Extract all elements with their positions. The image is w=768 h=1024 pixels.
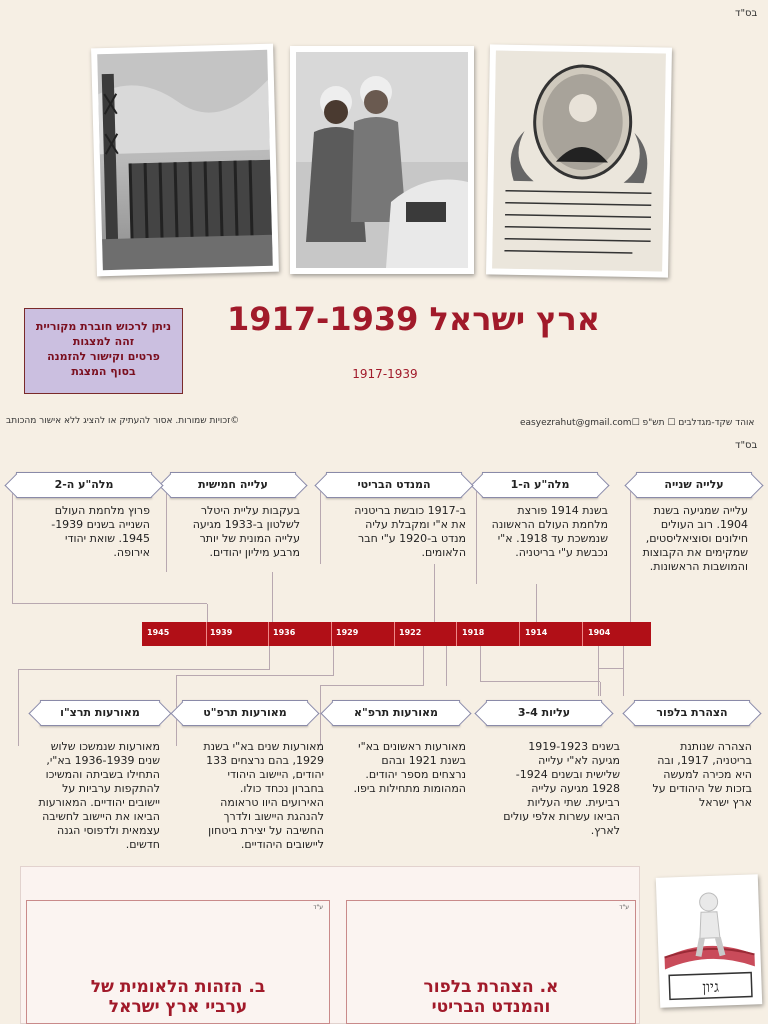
card-arab-national-identity[interactable]	[26, 900, 330, 1024]
timeline-tick	[394, 622, 395, 646]
figure-on-book-icon	[656, 874, 762, 1007]
timeline-year: 1939	[210, 628, 233, 637]
event-label-ww1: מלה"ע ה-1	[482, 472, 598, 498]
connector	[600, 682, 601, 696]
timeline-tick	[456, 622, 457, 646]
bsd-top: בס"ד	[735, 8, 758, 19]
event-label-fifth-aliyah: עלייה חמישית	[170, 472, 296, 498]
timeline-year: 1945	[147, 628, 170, 637]
timeline-tick	[268, 622, 269, 646]
copyright-line: ©זכויות שמורות. אסור להעתיק או להציג ללא אישור מהכותב	[6, 416, 240, 426]
page-title: ארץ ישראל 1917-1939	[226, 300, 600, 338]
card-title: א. הצהרת בלפור והמנדט הבריטי	[423, 977, 559, 1017]
event-label-aliyot-3-4: עליות 3-4	[486, 700, 602, 726]
card-balfour-mandate[interactable]	[346, 900, 636, 1024]
bsd-mid: בס"ד	[735, 440, 758, 451]
event-desc-riots-1936: מאורעות שנמשכו שלוש שנים 1936-1939 בא"י, התחילו בשביתה והמשיכו להתקפות ערביות על יישובים יהודיים. המאורעות הביאו את היישוב לחשיבה עצמאית ולדפוסי הגנה חדשים.	[38, 740, 160, 851]
event-desc-ww2: פרוץ מלחמת העולם השנייה בשנים 1939- 1945. שואת יהודי אירופה.	[51, 504, 150, 559]
event-label-riots-1921: מאורעות תרפ"א	[332, 700, 460, 726]
info-line: זהה למצגות	[72, 335, 135, 348]
info-line: ניתן לרכוש חוברת מקוריית	[35, 320, 172, 333]
event-label-riots-1929: מאורעות תרפ"ט	[182, 700, 308, 726]
booklet-thumbnail[interactable]	[656, 874, 762, 1007]
connector	[272, 572, 273, 622]
connector	[207, 604, 208, 622]
connector	[18, 646, 270, 670]
connector	[598, 668, 624, 696]
booklet-info-box	[24, 308, 183, 394]
timeline-tick	[519, 622, 520, 646]
photo-watchtower	[91, 44, 279, 277]
info-line: פרטים וקישור להזמנה	[47, 350, 160, 363]
timeline-year: 1922	[399, 628, 422, 637]
connector	[320, 646, 424, 686]
event-desc-second-aliyah: עלייה שמגיעה בשנת 1904. רוב העולים חילונים וסוציאליסטים, שמקימים את הקבוצות והמושבות הראשונות.	[642, 504, 748, 573]
event-desc-british-mandate: ב-1917 כובשת בריטניה את א"י ומקבלת עליה מנדט ב-1920 ע"י חבר הלאומים.	[354, 504, 466, 559]
timeline-tick	[331, 622, 332, 646]
subtitle-years: 1917-1939	[352, 367, 418, 381]
event-label-riots-1936: מאורעות תרצ"ו	[40, 700, 160, 726]
connector	[446, 646, 447, 686]
event-desc-riots-1921: מאורעות ראשונים בא"י בשנת 1921 ובהם נרצחים מספר יהודים. המהומות מתחילות ביפו.	[353, 740, 466, 795]
event-desc-riots-1929: מאורעות שנים בא"י בשנת 1929, בהם נרצחים 133 יהודים, היישוב היהודי בחברון נכחד כולו. האירועים היוו טראומה להנהגת היישוב ולדרך החשיבה על יצירת ביטחון ליישובים היהודיים.	[203, 740, 324, 851]
event-desc-fifth-aliyah: בעקבות עליית היטלר לשלטון ב-1933 מגיעה עלייה המונית של יותר מרבע מיליון יהודים.	[192, 504, 300, 559]
timeline-tick	[582, 622, 583, 646]
connector	[536, 584, 537, 622]
timeline-tick	[206, 622, 207, 646]
event-label-ww2: מלה"ע ה-2	[16, 472, 152, 498]
event-label-balfour: הצהרת בלפור	[634, 700, 750, 726]
event-label-second-aliyah: עלייה שנייה	[636, 472, 752, 498]
connector	[18, 670, 19, 746]
card-title: ב. הזהות הלאומית של ערביי ארץ ישראל	[90, 977, 266, 1017]
event-desc-ww1: בשנת 1914 פורצת מלחמת העולם הראשונה שנמשכת עד 1918. א"י נכבשת ע"י בריטניה.	[491, 504, 608, 559]
timeline-year: 1918	[462, 628, 485, 637]
event-desc-balfour: הצהרה שנותנת בריטניה, 1917, ובה היא מכירה למעשה בזכות של היהודים על ארץ ישראל	[652, 740, 752, 809]
timeline-year: 1929	[336, 628, 359, 637]
timeline-year: 1936	[273, 628, 296, 637]
event-label-british-mandate: המנדט הבריטי	[326, 472, 462, 498]
timeline-year: 1904	[588, 628, 611, 637]
photo-wounded-boys	[290, 46, 474, 274]
info-line: בסוף המצגת	[71, 365, 136, 378]
author-line: אוהד שקד-מגדלבים ☐ תש"פ ☐easyezrahut@gmail.com	[520, 418, 755, 428]
timeline-bar	[142, 622, 651, 646]
connector	[480, 646, 600, 682]
thumbnail-label: גיון	[702, 977, 720, 997]
card-mark: ע"ד	[619, 904, 629, 911]
timeline-year: 1914	[525, 628, 548, 637]
photo-balfour-declaration	[486, 44, 672, 277]
card-mark: ע"ד	[313, 904, 323, 911]
event-desc-aliyot-3-4: בשנים 1919-1923 מגיעה לא"י עלייה שלישית ובשנים 1924- 1928 מגיעה עלייה רביעית. שתי העליות הביאו עשרות אלפי עולים לארץ.	[503, 740, 620, 837]
connector	[434, 564, 435, 622]
connector	[320, 686, 321, 746]
